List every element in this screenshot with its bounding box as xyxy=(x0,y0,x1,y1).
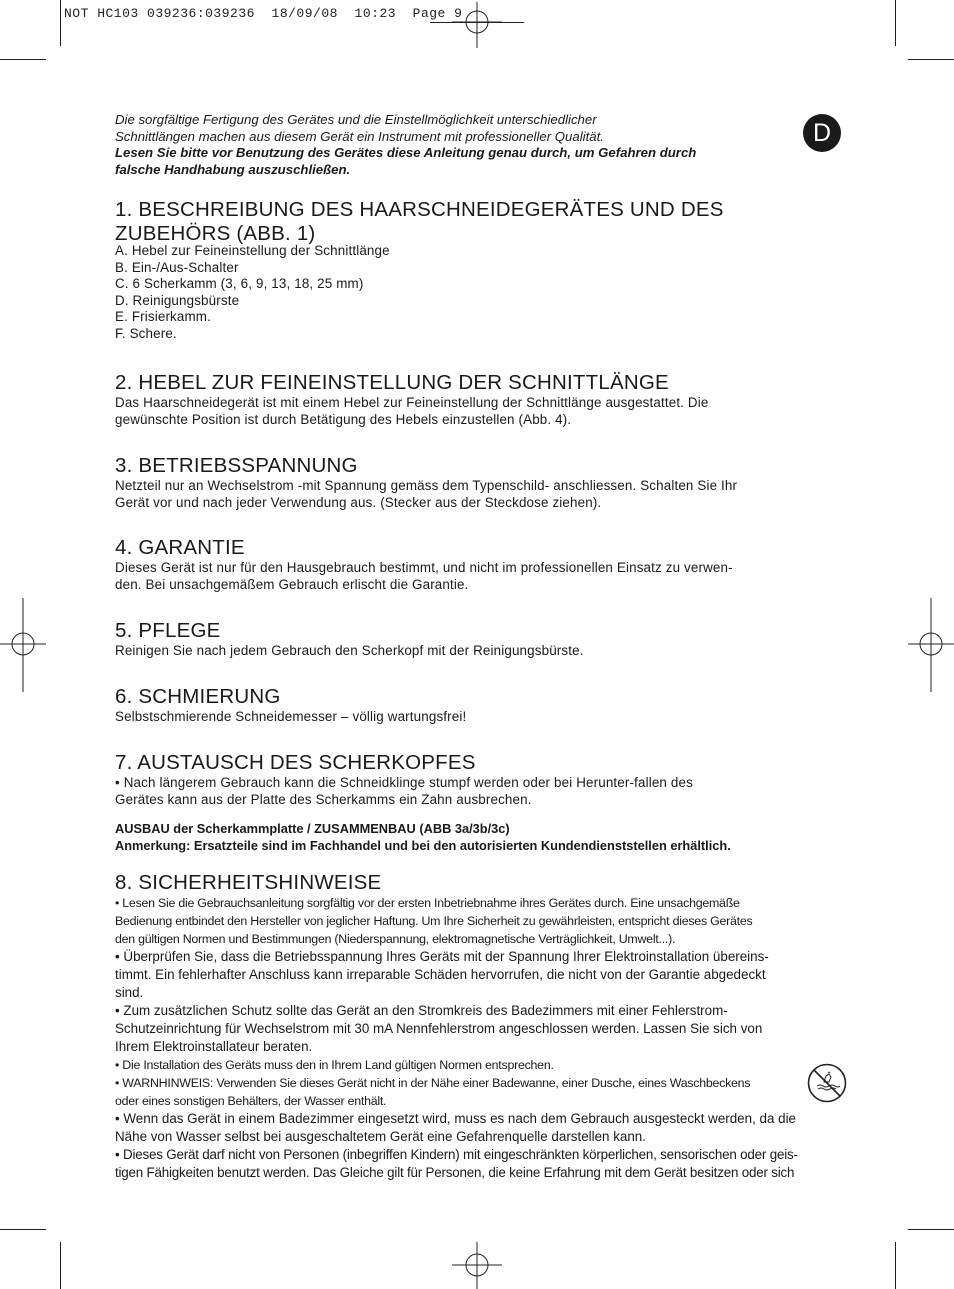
language-badge: D xyxy=(803,114,841,152)
section-description xyxy=(115,198,839,343)
safety-line: sind. xyxy=(115,985,144,1000)
list-item: E. Frisierkamm. xyxy=(115,309,211,325)
section-safety xyxy=(115,871,839,1182)
section-head-replacement xyxy=(115,751,839,854)
list-item: D. Reinigungsbürste xyxy=(115,292,240,308)
section-lever xyxy=(115,371,839,428)
crop-mark xyxy=(60,1242,61,1289)
registration-mark-icon xyxy=(908,598,954,692)
safety-line: Ihrem Elektroinstallateur beraten. xyxy=(115,1039,313,1054)
crop-mark xyxy=(908,59,954,60)
no-water-warning-icon xyxy=(806,1062,848,1104)
crop-mark xyxy=(60,0,61,46)
body-line: den. Bei unsachgemäßem Gebrauch erlischt die Garantie. xyxy=(115,576,469,592)
section-heading: 7. AUSTAUSCH DES SCHERKOPFES xyxy=(115,751,476,774)
safety-line: Bedienung entbindet den Hersteller von jeglicher Haftung. Um Ihre Sicherheit zu gewährleisten, entspricht dieses Gerätes xyxy=(115,914,753,928)
safety-line: • Zum zusätzlichen Schutz sollte das Gerät an den Stromkreis des Badezimmers mit einer Fehlerstrom- xyxy=(115,1003,728,1018)
body-line: Netzteil nur an Wechselstrom -mit Spannung gemäss dem Typenschild- anschliessen. Schalten Sie Ihr xyxy=(115,478,738,493)
body-line: Das Haarschneidegerät ist mit einem Hebel zur Feineinstellung der Schnittlänge ausgestattet. Die xyxy=(115,395,709,410)
body-line: gewünschte Position ist durch Betätigung des Hebels einzustellen (Abb. 4). xyxy=(115,411,572,427)
list-item: F. Schere. xyxy=(115,325,177,341)
safety-line: den gültigen Normen und Bestimmungen (Niederspannung, elektromagnetische Verträglichkeit, Umwelt...). xyxy=(115,932,676,946)
bold-note: Anmerkung: Ersatzteile sind im Fachhandel und bei den autorisierten Kundendienststellen erhältlich. xyxy=(115,837,731,853)
crop-mark xyxy=(0,59,46,60)
crop-mark xyxy=(895,1242,896,1289)
safety-line: • Die Installation des Geräts muss den in Ihrem Land gültigen Normen entsprechen. xyxy=(115,1058,554,1072)
section-lubrication xyxy=(115,685,839,726)
body-line: Reinigen Sie nach jedem Gebrauch den Scherkopf mit der Reinigungsbürste. xyxy=(115,643,584,658)
crop-mark xyxy=(0,1229,46,1230)
section-voltage xyxy=(115,454,839,511)
safety-line: Nähe von Wasser selbst bei ausgeschaltetem Gerät eine Gefahrenquelle darstellen kann. xyxy=(115,1129,646,1144)
list-item: B. Ein-/Aus-Schalter xyxy=(115,259,239,275)
crop-mark xyxy=(895,0,896,46)
list-item: A. Hebel zur Feineinstellung der Schnittlänge xyxy=(115,243,390,258)
section-heading: 8. SICHERHEITSHINWEISE xyxy=(115,871,382,894)
parts-list xyxy=(115,243,839,343)
body-line: Selbstschmierende Schneidemesser – völlig wartungsfrei! xyxy=(115,709,467,724)
crop-mark xyxy=(908,1229,954,1230)
intro-line: Die sorgfältige Fertigung des Gerätes und die Einstellmöglichkeit unterschiedlicher xyxy=(115,112,597,127)
section-heading: 3. BETRIEBSSPANNUNG xyxy=(115,454,358,477)
registration-mark-icon xyxy=(452,2,502,52)
section-heading: 2. HEBEL ZUR FEINEINSTELLUNG DER SCHNITTLÄNGE xyxy=(115,371,669,394)
bold-note: AUSBAU der Scherkammplatte / ZUSAMMENBAU (ABB 3a/3b/3c) xyxy=(115,821,510,837)
section-warranty xyxy=(115,536,839,593)
body-line: Gerät vor und nach jeder Verwendung aus. (Stecker aus der Steckdose ziehen). xyxy=(115,494,602,510)
intro-line: Schnittlängen machen aus diesem Gerät ein Instrument mit professioneller Qualität. xyxy=(115,128,604,144)
safety-line: • WARNHINWEIS: Verwenden Sie dieses Gerät nicht in der Nähe einer Badewanne, einer Dusche, eines Waschbeckens xyxy=(115,1076,751,1090)
safety-line: Schutzeinrichtung für Wechselstrom mit 30 mA Nennfehlerstrom angeschlossen werden. Lassen Sie sich von xyxy=(115,1021,763,1036)
safety-line: • Wenn das Gerät in einem Badezimmer eingesetzt wird, muss es nach dem Gebrauch ausgesteckt werden, da die xyxy=(115,1111,797,1126)
safety-line: • Überprüfen Sie, dass die Betriebsspannung Ihres Geräts mit der Spannung Ihrer Elektroinstallation übereins- xyxy=(115,949,769,964)
safety-line: timmt. Ein fehlerhafter Anschluss kann irreparable Schäden hervorrufen, die nicht von der Garantie abgedeckt xyxy=(115,967,766,982)
section-heading: 6. SCHMIERUNG xyxy=(115,685,281,708)
section-care xyxy=(115,619,839,660)
intro-warning: Lesen Sie bitte vor Benutzung des Gerätes diese Anleitung genau durch, um Gefahren durch xyxy=(115,145,697,160)
registration-mark-icon xyxy=(0,598,46,692)
safety-line: • Dieses Gerät darf nicht von Personen (inbegriffen Kindern) mit eingeschränkten körperlichen, sensorischen oder geis- xyxy=(115,1147,798,1162)
section-heading: 4. GARANTIE xyxy=(115,536,245,559)
safety-line: oder eines sonstigen Behälters, der Wasser enthält. xyxy=(115,1094,387,1108)
section-heading: 5. PFLEGE xyxy=(115,619,221,642)
printer-slug: NOT HC103 039236:039236 18/09/08 10:23 Page 9 xyxy=(64,6,463,21)
intro-block xyxy=(115,112,839,178)
registration-mark-icon xyxy=(452,1242,502,1289)
body-line: • Nach längerem Gebrauch kann die Schneidklinge stumpf werden oder bei Herunter-fallen des xyxy=(115,775,693,790)
body-line: Dieses Gerät ist nur für den Hausgebrauch bestimmt, und nicht im professionellen Einsatz zu verwen- xyxy=(115,560,733,575)
safety-line: • Lesen Sie die Gebrauchsanleitung sorgfältig vor der ersten Inbetriebnahme ihres Gerätes durch. Eine unsachgemäße xyxy=(115,896,740,910)
body-line: Gerätes kann aus der Platte des Scherkamms ein Zahn ausbrechen. xyxy=(115,791,532,807)
intro-warning: falsche Handhabung auszuschließen. xyxy=(115,161,351,177)
section-heading: 1. BESCHREIBUNG DES HAARSCHNEIDEGERÄTES UND DES ZUBEHÖRS (ABB. 1) xyxy=(115,198,724,245)
safety-line: tigen Fähigkeiten benutzt werden. Das Gleiche gilt für Personen, die keine Erfahrung mit dem Gerät besitzen oder sich xyxy=(115,1165,795,1180)
list-item: C. 6 Scherkamm (3, 6, 9, 13, 18, 25 mm) xyxy=(115,276,364,292)
